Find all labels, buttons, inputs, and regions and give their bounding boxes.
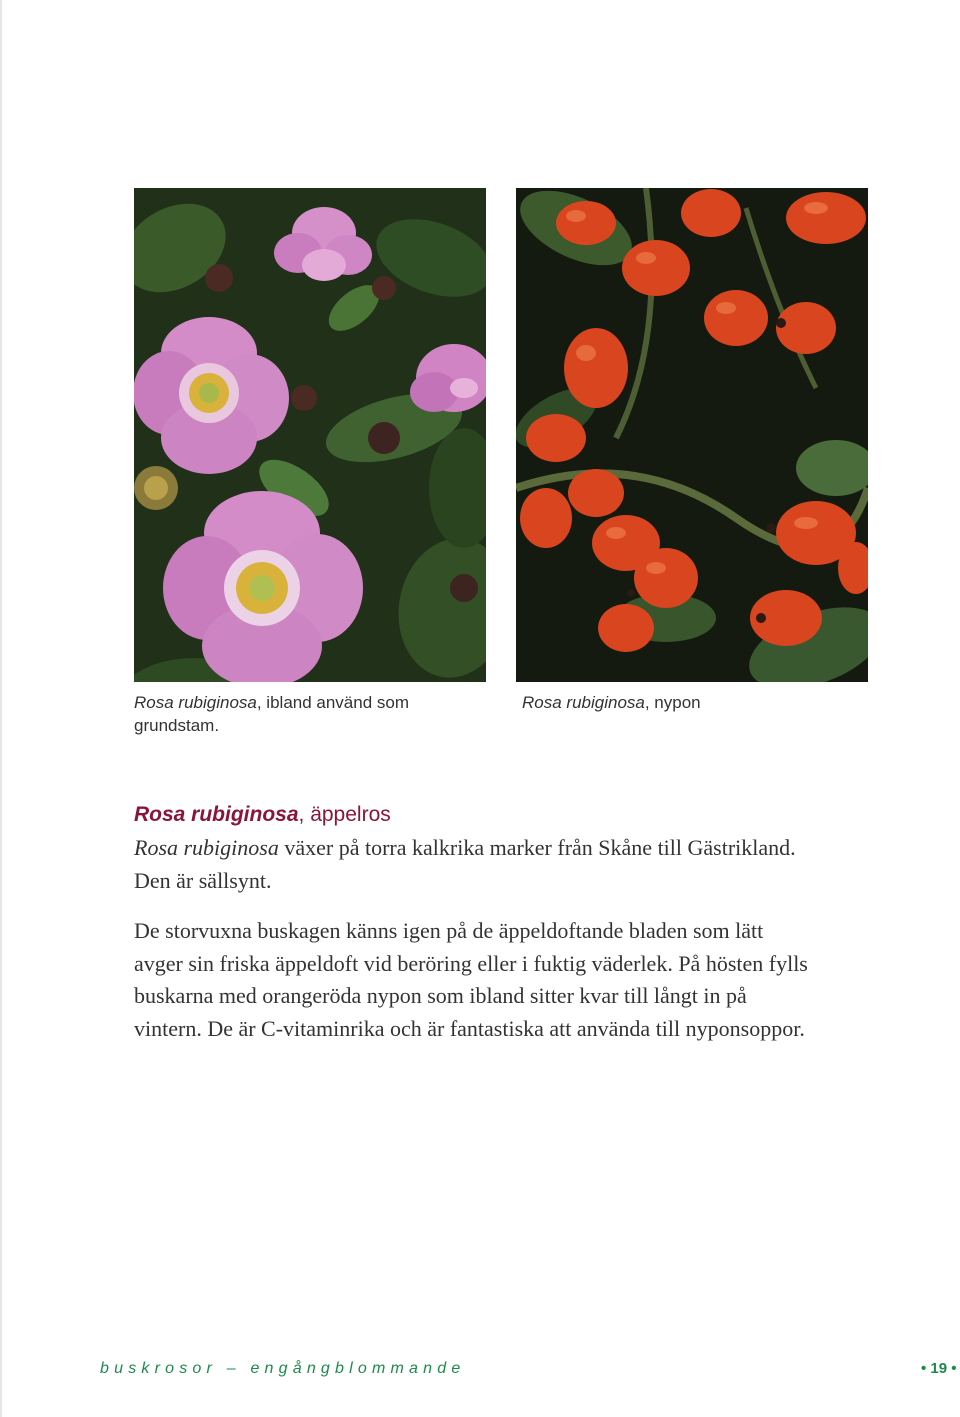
- rose-hips-photo: [516, 188, 868, 682]
- paragraph-habitat-text: växer på torra kalkrika marker från Skåne till Gästrikland. Den är sällsynt.: [134, 835, 796, 893]
- caption-right-species: Rosa rubiginosa: [522, 693, 645, 712]
- caption-right: [522, 691, 862, 714]
- caption-left-species: Rosa rubiginosa: [134, 693, 257, 712]
- heading-species: Rosa rubiginosa: [134, 803, 299, 826]
- paragraph-habitat: [134, 832, 814, 897]
- caption-right-text: , nypon: [644, 693, 701, 712]
- caption-left: [134, 691, 484, 737]
- caption-left-text: , ibland använd som grundstam.: [134, 693, 410, 735]
- footer-section-title: buskrosor – engångblommande: [100, 1360, 466, 1377]
- species-heading: [134, 801, 391, 829]
- page-edge: [0, 0, 2, 1417]
- heading-common-name: , äppelros: [298, 803, 391, 826]
- page-number: • 19 •: [921, 1360, 957, 1377]
- paragraph-description: De storvuxna buskagen känns igen på de äppeldoftande bladen som lätt avger sin friska äppeldoft vid beröring eller i fuktig väderlek. På hösten fylls buskarna med orangeröda nypon som ibland sitter kvar till långt in på vintern. De är C-vitaminrika och är fantastiska att använda till nyponsoppor.: [134, 918, 808, 1041]
- rose-flowers-photo: [134, 188, 486, 682]
- paragraph-species: Rosa rubiginosa: [134, 835, 279, 860]
